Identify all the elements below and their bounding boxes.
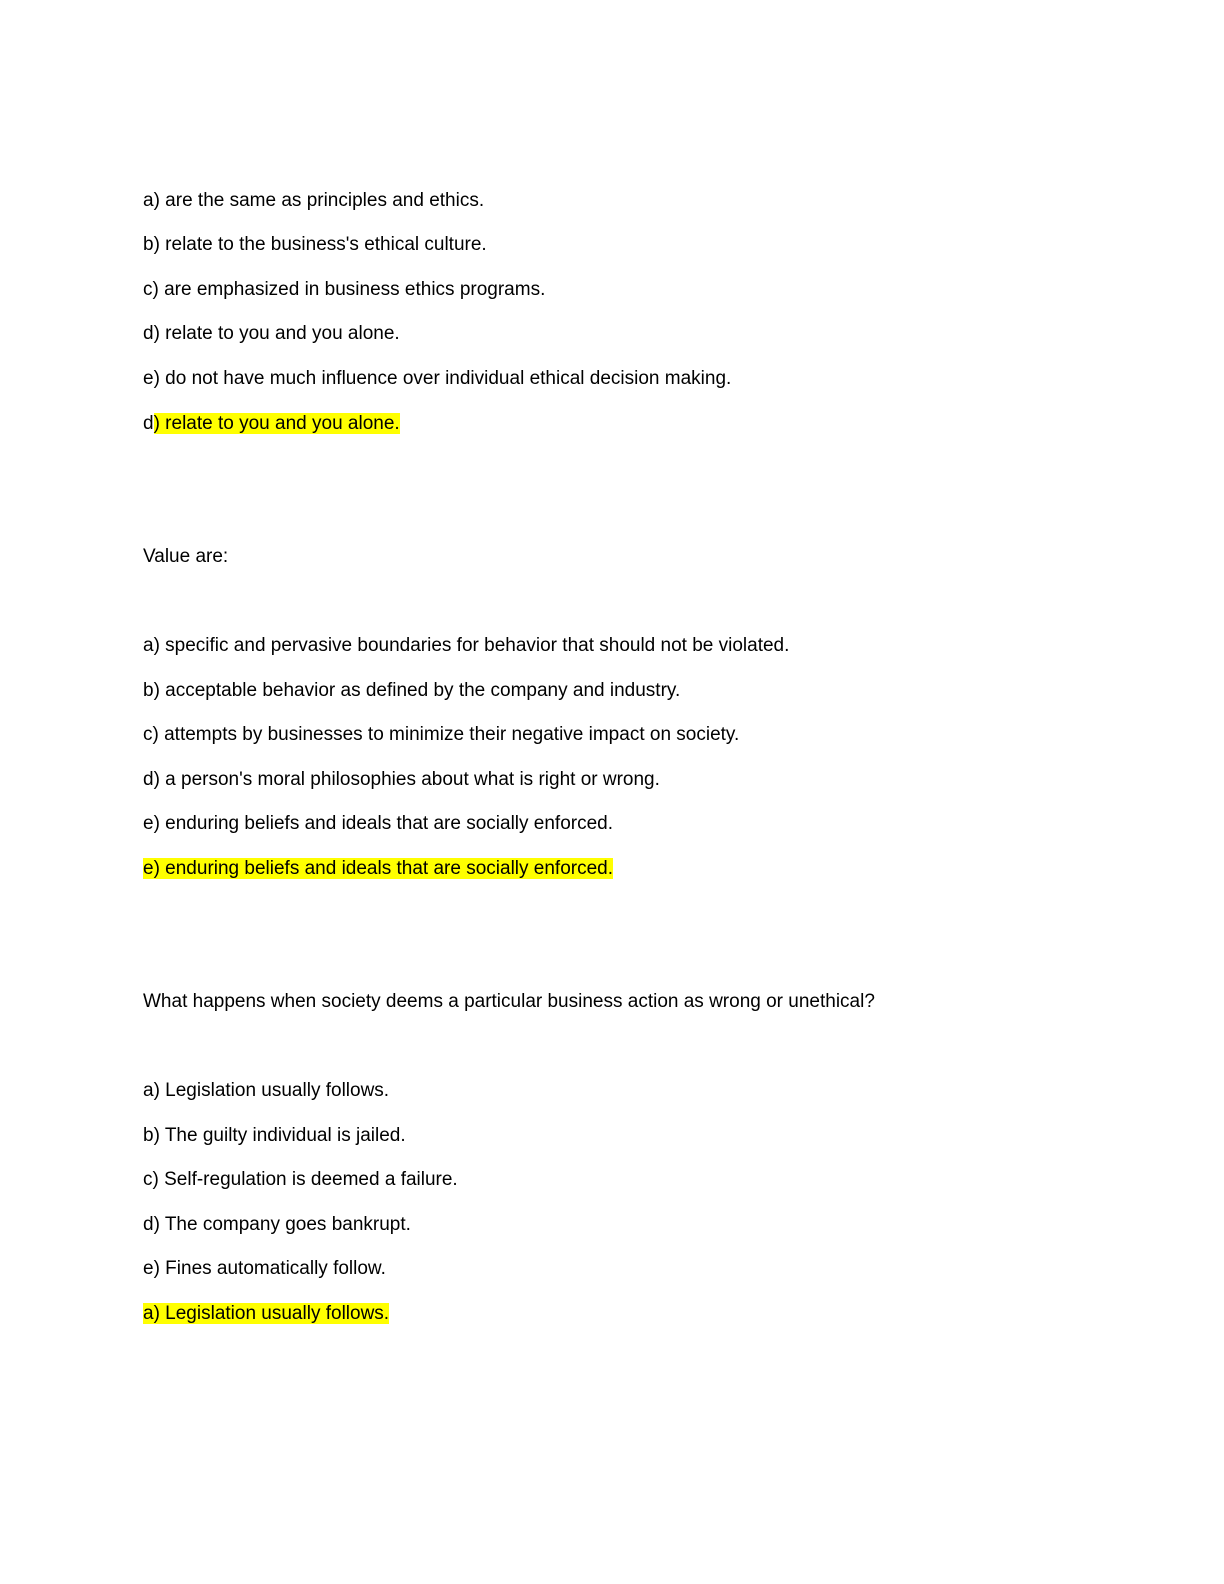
q3-option-b: b) The guilty individual is jailed. (143, 1125, 406, 1146)
q2-answer (143, 857, 613, 881)
q2-option-b: b) acceptable behavior as defined by the company and industry. (143, 680, 681, 701)
q2-option-d: d) a person's moral philosophies about what is right or wrong. (143, 769, 660, 790)
q3-prompt: What happens when society deems a particular business action as wrong or unethical? (143, 991, 875, 1012)
q1-option-d: d) relate to you and you alone. (143, 323, 400, 344)
q1-option-e: e) do not have much influence over individual ethical decision making. (143, 368, 732, 389)
q3-option-e: e) Fines automatically follow. (143, 1258, 386, 1279)
q2-option-c: c) attempts by businesses to minimize their negative impact on society. (143, 724, 740, 745)
q1-option-a: a) are the same as principles and ethics. (143, 190, 485, 211)
q1-option-b: b) relate to the business's ethical culture. (143, 234, 487, 255)
q3-option-d: d) The company goes bankrupt. (143, 1214, 411, 1235)
q3-answer-highlight: a) Legislation usually follows. (143, 1303, 390, 1324)
q1-answer-highlight: ) relate to you and you alone. (153, 413, 400, 434)
q3-answer (143, 1302, 389, 1326)
q2-answer-highlight: e) enduring beliefs and ideals that are socially enforced. (143, 858, 614, 879)
q2-prompt: Value are: (143, 546, 229, 567)
q3-option-c: c) Self-regulation is deemed a failure. (143, 1169, 458, 1190)
q1-answer-prefix: d (143, 413, 154, 434)
q3-option-a: a) Legislation usually follows. (143, 1080, 390, 1101)
q2-option-e: e) enduring beliefs and ideals that are socially enforced. (143, 813, 614, 834)
q1-option-c: c) are emphasized in business ethics programs. (143, 279, 546, 300)
q1-answer (143, 412, 400, 436)
q2-option-a: a) specific and pervasive boundaries for behavior that should not be violated. (143, 635, 790, 656)
